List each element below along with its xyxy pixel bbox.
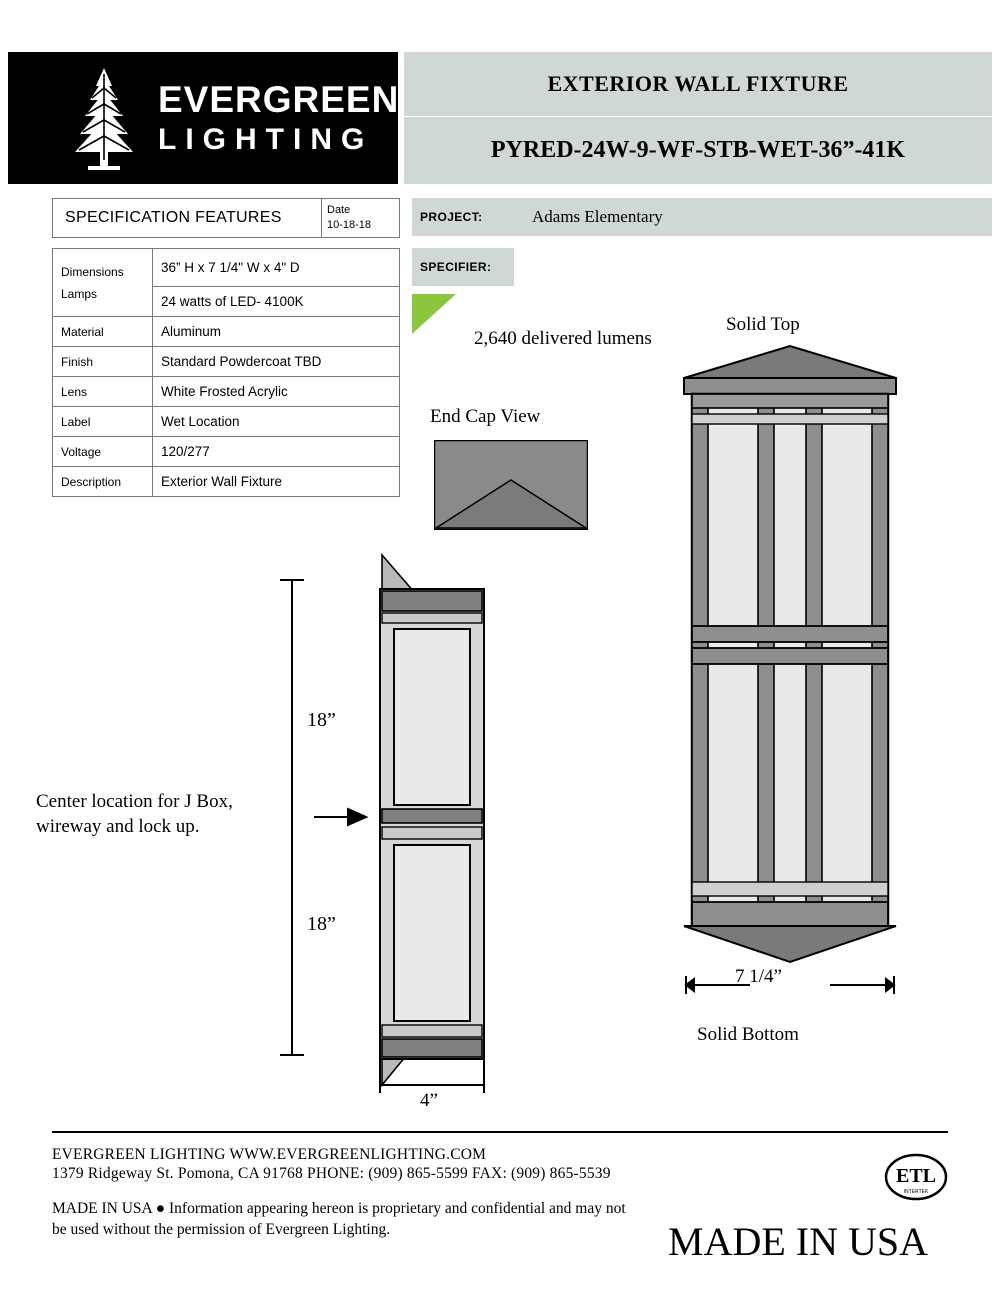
model-number: PYRED-24W-9-WF-STB-WET-36”-41K — [490, 137, 906, 163]
spec-key: Dimensions — [61, 264, 124, 279]
dimension-lower-18: 18” — [307, 913, 336, 935]
brand-logo-block — [8, 52, 398, 184]
svg-text:ETL: ETL — [895, 1165, 937, 1187]
date-cell — [321, 199, 399, 237]
dimension-depth-4: 4” — [420, 1090, 438, 1111]
spec-value: Wet Location — [153, 407, 400, 437]
green-accent-triangle — [412, 294, 456, 334]
brand-wordmark — [158, 78, 400, 156]
table-row — [53, 317, 400, 347]
spec-value: Aluminum — [153, 317, 400, 347]
spec-value: Exterior Wall Fixture — [153, 467, 400, 497]
table-row — [53, 347, 400, 377]
project-value: Adams Elementary — [532, 207, 663, 226]
spec-value: White Frosted Acrylic — [153, 377, 400, 407]
spec-key: Material — [53, 317, 153, 347]
spec-value: Standard Powdercoat TBD — [153, 347, 400, 377]
solid-bottom-label: Solid Bottom — [697, 1024, 799, 1045]
date-value: 10-18-18 — [327, 219, 372, 231]
spec-key: Finish — [53, 347, 153, 377]
model-number-band — [404, 116, 992, 184]
table-row — [53, 437, 400, 467]
spec-key: Description — [53, 467, 153, 497]
front-elevation-drawing — [660, 330, 920, 1015]
solid-top-label: Solid Top — [726, 314, 800, 335]
spec-value: 36” H x 7 1/4" W x 4" D — [153, 249, 400, 287]
jbox-note-line2: wireway and lock up. — [36, 815, 200, 837]
spec-key: Voltage — [53, 437, 153, 467]
delivered-lumens-label: 2,640 delivered lumens — [474, 328, 652, 349]
date-label: Date — [327, 204, 351, 217]
project-row — [412, 198, 992, 236]
brand-name-line2: LIGHTING — [158, 122, 374, 156]
evergreen-tree-icon — [62, 64, 146, 172]
specification-features-header — [52, 198, 400, 238]
jbox-note-line1: Center location for J Box, — [36, 791, 233, 812]
specifier-row — [412, 248, 514, 286]
specification-table — [52, 248, 400, 497]
etl-listed-icon — [884, 1152, 948, 1202]
side-elevation-drawing — [270, 545, 520, 1110]
footer-company-line: EVERGREEN LIGHTING WWW.EVERGREENLIGHTING.COM — [52, 1146, 487, 1163]
end-cap-view-drawing — [434, 440, 588, 530]
spec-key: Label — [53, 407, 153, 437]
brand-name-line1: EVERGREEN — [158, 78, 400, 120]
spec-key-dimensions-lamps — [53, 249, 153, 317]
page-title: EXTERIOR WALL FIXTURE — [547, 71, 849, 96]
end-cap-view-label: End Cap View — [430, 406, 541, 427]
project-label: PROJECT: — [420, 210, 483, 224]
footer-note-line1: MADE IN USA ● Information appearing hereon is proprietary and confidential and may not — [52, 1200, 626, 1217]
dimension-width-7-1-4: 7 1/4” — [735, 966, 782, 987]
spec-value: 120/277 — [153, 437, 400, 467]
dimension-upper-18: 18” — [307, 709, 336, 731]
document-title-band — [404, 52, 992, 116]
table-row — [53, 467, 400, 497]
spec-key: Lens — [53, 377, 153, 407]
footer-divider — [52, 1131, 948, 1133]
svg-text:INTERTEK: INTERTEK — [903, 1189, 929, 1195]
made-in-usa-stamp: MADE IN USA — [668, 1219, 928, 1264]
table-row — [53, 249, 400, 287]
jbox-note — [36, 790, 276, 839]
specification-features-title: SPECIFICATION FEATURES — [65, 209, 282, 226]
spec-value: 24 watts of LED- 4100K — [153, 287, 400, 317]
spec-key: Lamps — [61, 286, 98, 301]
footer-address-line: 1379 Ridgeway St. Pomona, CA 91768 PHONE: (909) 865-5599 FAX: (909) 865-5539 — [52, 1165, 611, 1182]
table-row — [53, 407, 400, 437]
specifier-label: SPECIFIER: — [420, 260, 492, 274]
table-row — [53, 377, 400, 407]
footer-note-line2: be used without the permission of Evergreen Lighting. — [52, 1220, 391, 1238]
